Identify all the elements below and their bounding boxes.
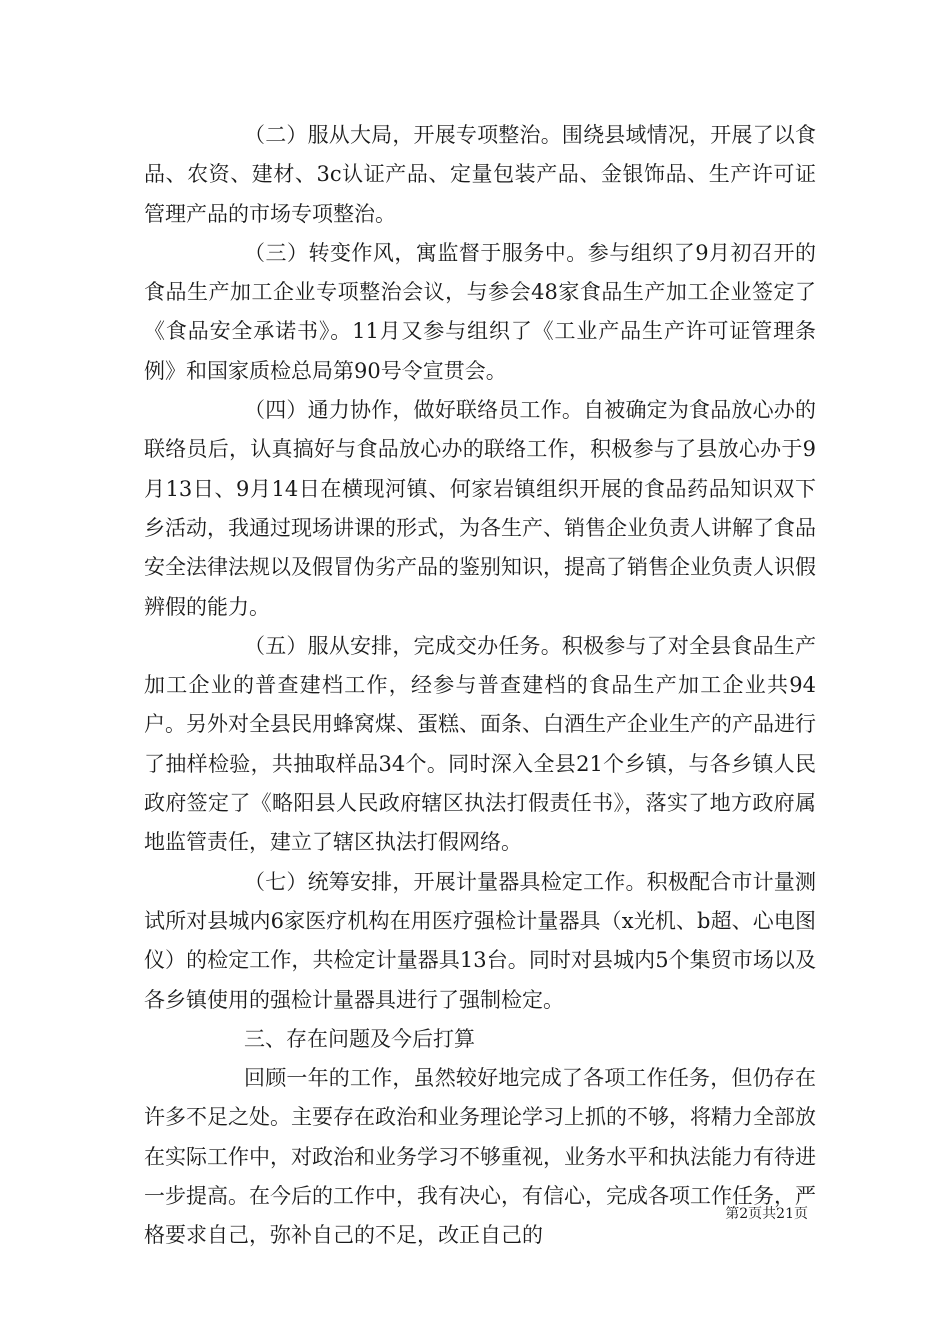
document-body	[144, 116, 816, 1256]
page-number-footer: 第2页共21页	[725, 1206, 808, 1222]
paragraph-assigned-tasks: （五）服从安排，完成交办任务。积极参与了对全县食品生产加工企业的普查建档工作，经参与普查建档的食品生产加工企业共94户。另外对全县民用蜂窝煤、蛋糕、面条、白酒生产企业生产的产品进行了抽样检验，共抽取样品34个。同时深入全县21个乡镇，与各乡镇人民政府签定了《略阳县人民政府辖区执法打假责任书》，落实了地方政府属地监管责任，建立了辖区执法打假网络。	[144, 633, 816, 855]
paragraph-liaison-work: （四）通力协作，做好联络员工作。自被确定为食品放心办的联络员后，认真搞好与食品放心办的联络工作，积极参与了县放心办于9月13日、9月14日在横现河镇、何家岩镇组织开展的食品药品知识双下乡活动，我通过现场讲课的形式，为各生产、销售企业负责人讲解了食品安全法律法规以及假冒伪劣产品的鉴别知识，提高了销售企业负责人识假辨假的能力。	[144, 398, 816, 619]
paragraph-review: 回顾一年的工作，虽然较好地完成了各项工作任务，但仍存在许多不足之处。主要存在政治和业务理论学习上抓的不够，将精力全部放在实际工作中，对政治和业务学习不够重视，业务水平和执法能力有待进一步提高。在今后的工作中，我有决心，有信心，完成各项工作任务，严格要求自己，弥补自己的不足，改正自己的	[144, 1066, 816, 1248]
paragraph-metering-inspection: （七）统筹安排，开展计量器具检定工作。积极配合市计量测试所对县城内6家医疗机构在用医疗强检计量器具（x光机、b超、心电图仪）的检定工作，共检定计量器具13台。同时对县城内5个集贸市场以及各乡镇使用的强检计量器具进行了强制检定。	[144, 869, 816, 1012]
paragraph-special-rectification: （二）服从大局，开展专项整治。围绕县域情况，开展了以食品、农资、建材、3c认证产品、定量包装产品、金银饰品、生产许可证管理产品的市场专项整治。	[144, 123, 816, 226]
paragraph-work-style: （三）转变作风，寓监督于服务中。参与组织了9月初召开的食品生产加工企业专项整治会议，与参会48家食品生产加工企业签定了《食品安全承诺书》。11月又参与组织了《工业产品生产许可证管理条例》和国家质检总局第90号令宣贯会。	[144, 240, 816, 383]
section-heading-problems-plans: 三、存在问题及今后打算	[244, 1026, 475, 1051]
